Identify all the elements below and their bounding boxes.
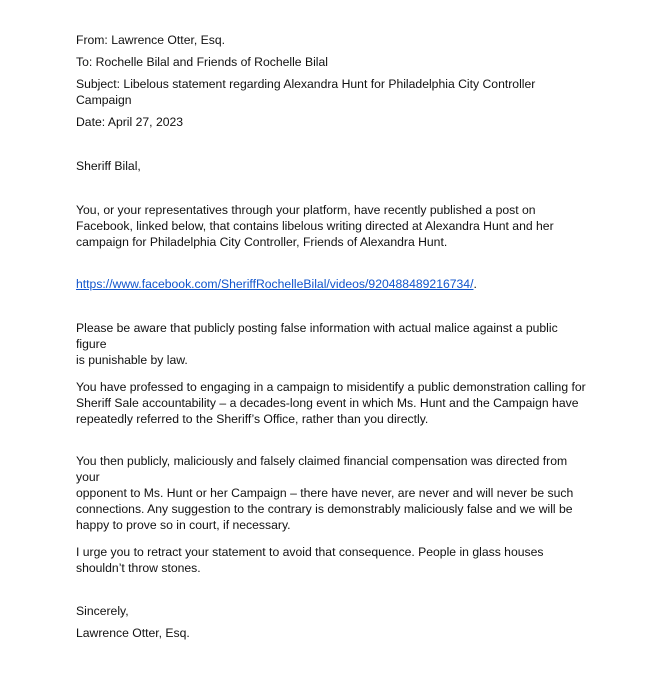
paragraph-line: campaign for Philadelphia City Controller, Friends of Alexandra Hunt. xyxy=(76,235,448,249)
facebook-video-link[interactable]: https://www.facebook.com/SheriffRochelleBilal/videos/920488489216734/ xyxy=(76,277,474,291)
paragraph-line: You have professed to engaging in a campaign to misidentify a public demonstration calling for xyxy=(76,380,586,394)
paragraph-line: is punishable by law. xyxy=(76,353,188,367)
paragraph-publication xyxy=(76,202,586,250)
paragraph-line: connections. Any suggestion to the contrary is demonstrably maliciously false and we will be xyxy=(76,502,573,516)
paragraph-line: Facebook, linked below, that contains libelous writing directed at Alexandra Hunt and her xyxy=(76,219,554,233)
signature: Lawrence Otter, Esq. xyxy=(76,626,190,640)
paragraph-retract xyxy=(76,544,586,576)
to-line: To: Rochelle Bilal and Friends of Rochelle Bilal xyxy=(76,55,329,69)
subject-line-continued: Campaign xyxy=(76,93,132,107)
paragraph-line: You then publicly, maliciously and falsely claimed financial compensation was directed from your xyxy=(76,454,568,484)
paragraph-line: repeatedly referred to the Sheriff’s Office, rather than you directly. xyxy=(76,412,429,426)
paragraph-misidentify xyxy=(76,379,586,427)
valediction: Sincerely, xyxy=(76,604,129,618)
paragraph-compensation xyxy=(76,453,586,533)
salutation: Sheriff Bilal, xyxy=(76,159,141,173)
paragraph-line: opponent to Ms. Hunt or her Campaign – there have never, are never and will never be such xyxy=(76,486,574,500)
paragraph-warning xyxy=(76,320,586,368)
subject-line: Subject: Libelous statement regarding Alexandra Hunt for Philadelphia City Controller xyxy=(76,77,536,91)
from-line: From: Lawrence Otter, Esq. xyxy=(76,33,226,47)
paragraph-line: happy to prove so in court, if necessary. xyxy=(76,518,291,532)
paragraph-line: Sheriff Sale accountability – a decades-long event in which Ms. Hunt and the Campaign have xyxy=(76,396,579,410)
paragraph-line: shouldn’t throw stones. xyxy=(76,561,201,575)
date-line: Date: April 27, 2023 xyxy=(76,115,184,129)
paragraph-line: Please be aware that publicly posting false information with actual malice against a public figure xyxy=(76,321,558,351)
paragraph-line: You, or your representatives through your platform, have recently published a post on xyxy=(76,203,536,217)
paragraph-line: I urge you to retract your statement to avoid that consequence. People in glass houses xyxy=(76,545,544,559)
link-period: . xyxy=(473,277,477,291)
facebook-link-line xyxy=(76,276,477,292)
